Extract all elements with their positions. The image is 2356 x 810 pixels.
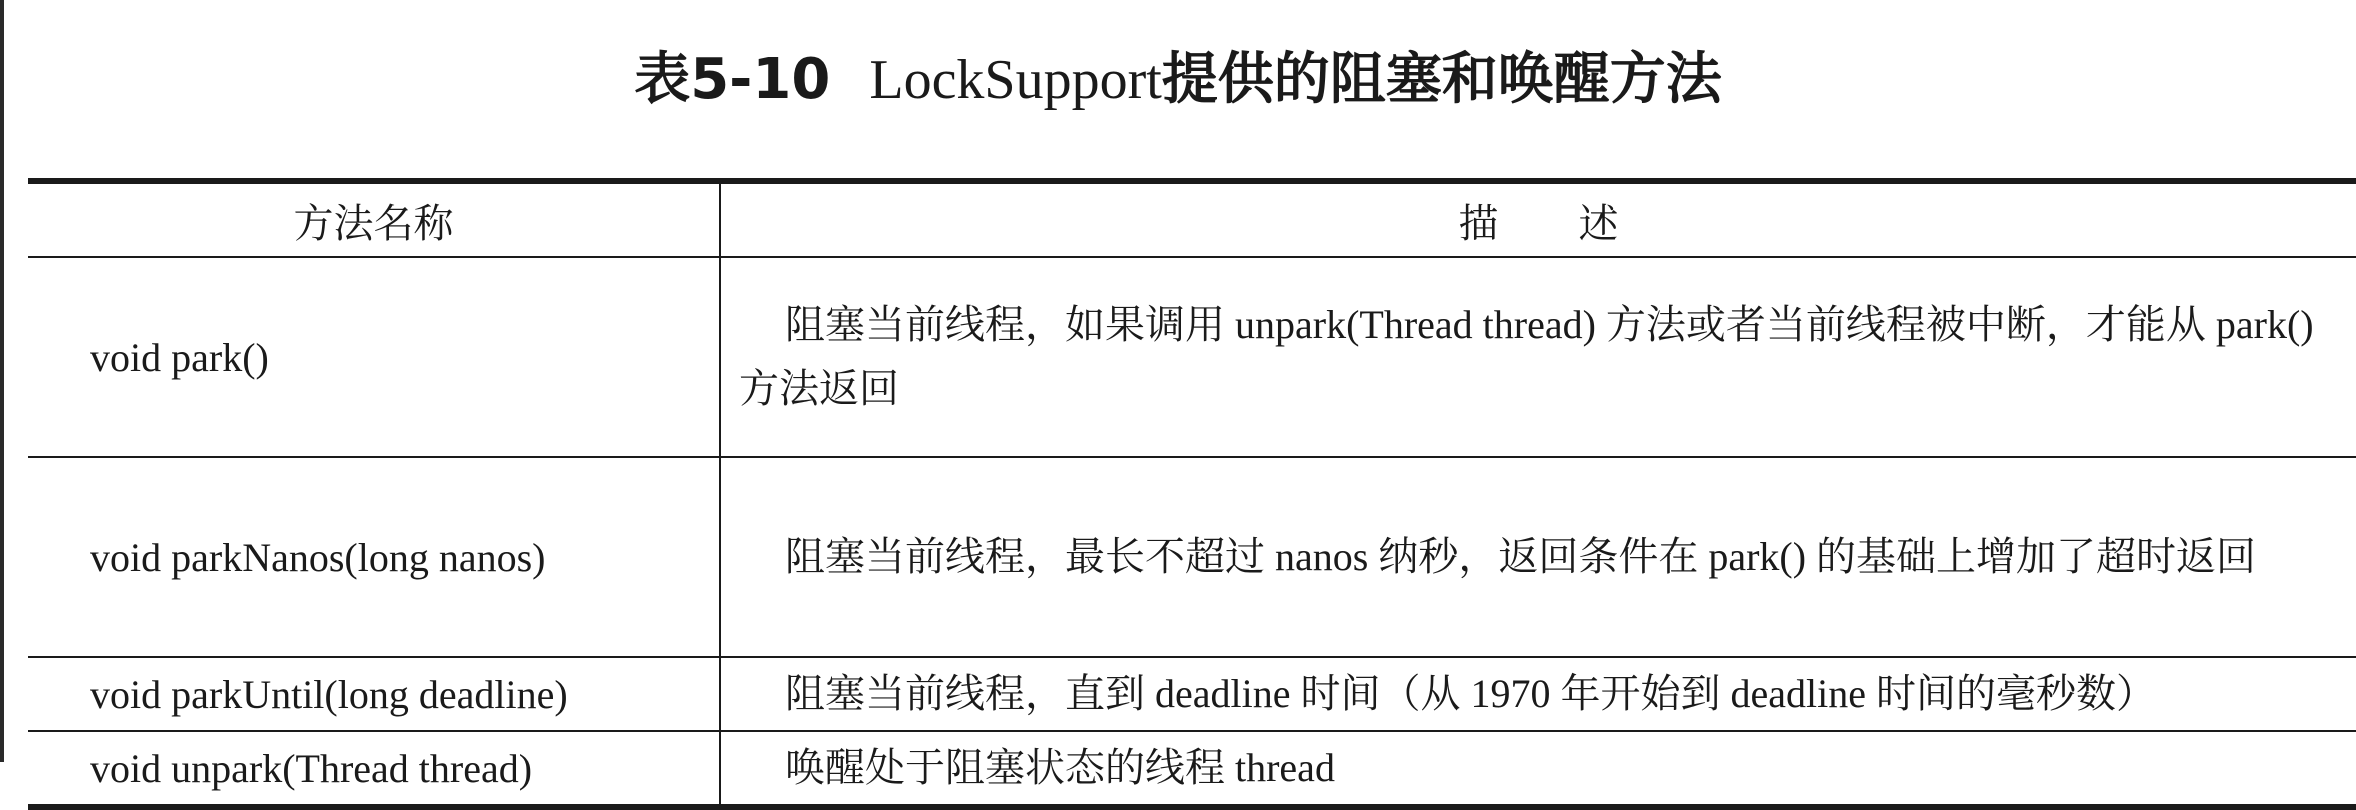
caption-number: 表5-10	[634, 47, 831, 112]
method-name-cell: void unpark(Thread thread)	[28, 731, 720, 807]
table-row-parkuntil	[28, 657, 2356, 731]
method-description-cell: 阻塞当前线程，如果调用 unpark(Thread thread) 方法或者当前线程被中断，才能从 park() 方法返回	[720, 257, 2356, 457]
caption-text: 提供的阻塞和唤醒方法	[1161, 47, 1722, 112]
method-description-cell: 阻塞当前线程，最长不超过 nanos 纳秒，返回条件在 park() 的基础上增加了超时返回	[720, 457, 2356, 657]
caption-class-name: LockSupport	[869, 49, 1162, 111]
method-description-cell: 阻塞当前线程，直到 deadline 时间（从 1970 年开始到 deadline 时间的毫秒数）	[720, 657, 2356, 731]
table-row-park	[28, 257, 2356, 457]
table-header-row	[28, 181, 2356, 257]
table-caption	[0, 44, 2356, 116]
table-row-unpark	[28, 731, 2356, 807]
method-name-cell: void park()	[28, 257, 720, 457]
method-name-cell: void parkUntil(long deadline)	[28, 657, 720, 731]
method-description-cell: 唤醒处于阻塞状态的线程 thread	[720, 731, 2356, 807]
table-row-parknanos	[28, 457, 2356, 657]
header-description: 描 述	[720, 181, 2356, 257]
method-name-cell: void parkNanos(long nanos)	[28, 457, 720, 657]
locksupport-methods-table	[28, 178, 2356, 810]
caption-gap	[830, 47, 869, 112]
header-method-name: 方法名称	[28, 181, 720, 257]
